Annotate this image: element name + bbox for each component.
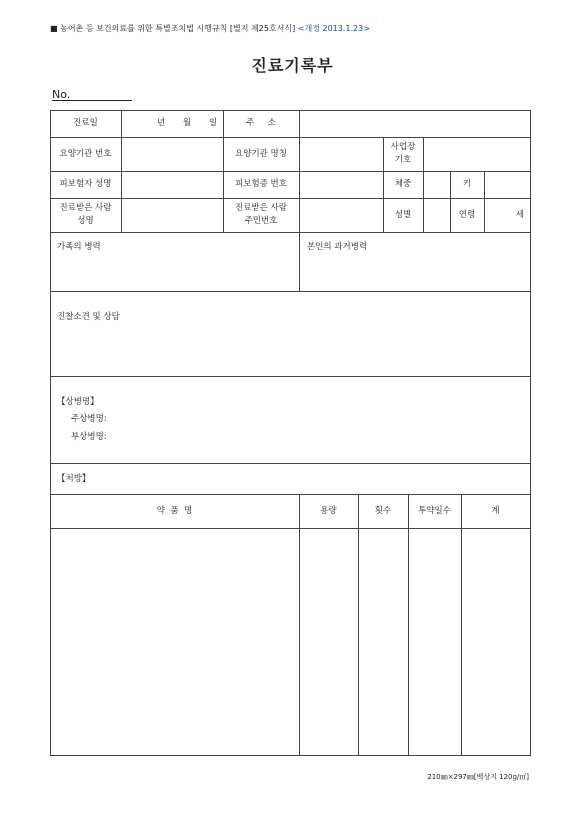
dosage-column[interactable] (300, 529, 358, 755)
insurance-card-field[interactable] (300, 171, 383, 198)
weight-field[interactable] (424, 171, 450, 198)
revision-date: <개정 2013.1.23> (297, 24, 370, 33)
sex-field[interactable] (424, 198, 450, 232)
paper-spec: 210㎜×297㎜[백상지 120g/㎡] (427, 773, 529, 781)
findings-label: 진찰소견 및 상담 (57, 312, 120, 322)
main-diagnosis-label: 주상병명: (71, 414, 107, 424)
insurance-card-label: 피보험증 번호 (235, 179, 287, 189)
row-divider (50, 376, 531, 377)
address-label: 주 소 (246, 118, 276, 128)
dosage-header: 용량 (320, 505, 337, 516)
day-unit: 일 (208, 118, 218, 128)
border-right (530, 110, 531, 756)
law-reference: ■ 농어촌 등 보건의료를 위한 특별조치법 시행규칙 [별지 제25호서식] (50, 24, 296, 33)
record-number-label: No. (52, 88, 71, 101)
sub-diagnosis-label: 부상병명: (71, 432, 107, 442)
weight-label: 체중 (394, 179, 412, 189)
date-label: 진료일 (73, 118, 98, 128)
year-unit: 년 (156, 118, 166, 128)
page-title: 진료기록부 (251, 56, 334, 75)
prescription-title: 【처방】 (57, 474, 91, 484)
frequency-column[interactable] (359, 529, 408, 755)
business-code-label: 사업장 기호 (390, 142, 416, 165)
border-bottom (50, 755, 531, 756)
institution-name-field[interactable] (300, 137, 383, 171)
row-divider (50, 291, 531, 292)
form-header-note (50, 23, 370, 34)
height-label: 키 (462, 179, 472, 189)
total-column[interactable] (462, 529, 530, 755)
business-code-field[interactable] (424, 137, 530, 171)
institution-number-field[interactable] (122, 137, 223, 171)
insured-name-label: 피보험자 성명 (59, 179, 112, 189)
record-number-field[interactable] (52, 100, 132, 101)
medical-record-form (50, 110, 531, 756)
frequency-header: 횟수 (374, 505, 392, 516)
patient-name-field[interactable] (122, 198, 223, 232)
address-field[interactable] (300, 110, 530, 137)
drug-name-header: 약 품 명 (156, 505, 193, 516)
row-divider (50, 463, 531, 464)
institution-number-label: 요양기관 번호 (59, 148, 112, 159)
family-history-label: 가족의 병력 (57, 242, 101, 252)
past-history-label: 본인의 과거병력 (307, 242, 368, 252)
row-divider (50, 232, 531, 233)
total-header: 계 (491, 505, 500, 516)
drug-name-column[interactable] (51, 529, 299, 755)
sex-label: 성별 (394, 209, 412, 220)
height-field[interactable] (485, 171, 530, 198)
month-unit: 월 (182, 118, 192, 128)
patient-id-field[interactable] (300, 198, 383, 232)
patient-name-label: 진료받은 사람 성명 (59, 203, 112, 226)
diagnosis-title: 【상병명】 (57, 397, 99, 407)
institution-name-label: 요양기관 명칭 (235, 148, 287, 159)
age-unit: 세 (515, 209, 524, 220)
days-column[interactable] (409, 529, 461, 755)
age-label: 연령 (458, 209, 476, 220)
insured-name-field[interactable] (122, 171, 223, 198)
patient-id-label: 진료받은 사람 주민번호 (235, 203, 287, 226)
days-header: 투약일수 (418, 505, 451, 516)
